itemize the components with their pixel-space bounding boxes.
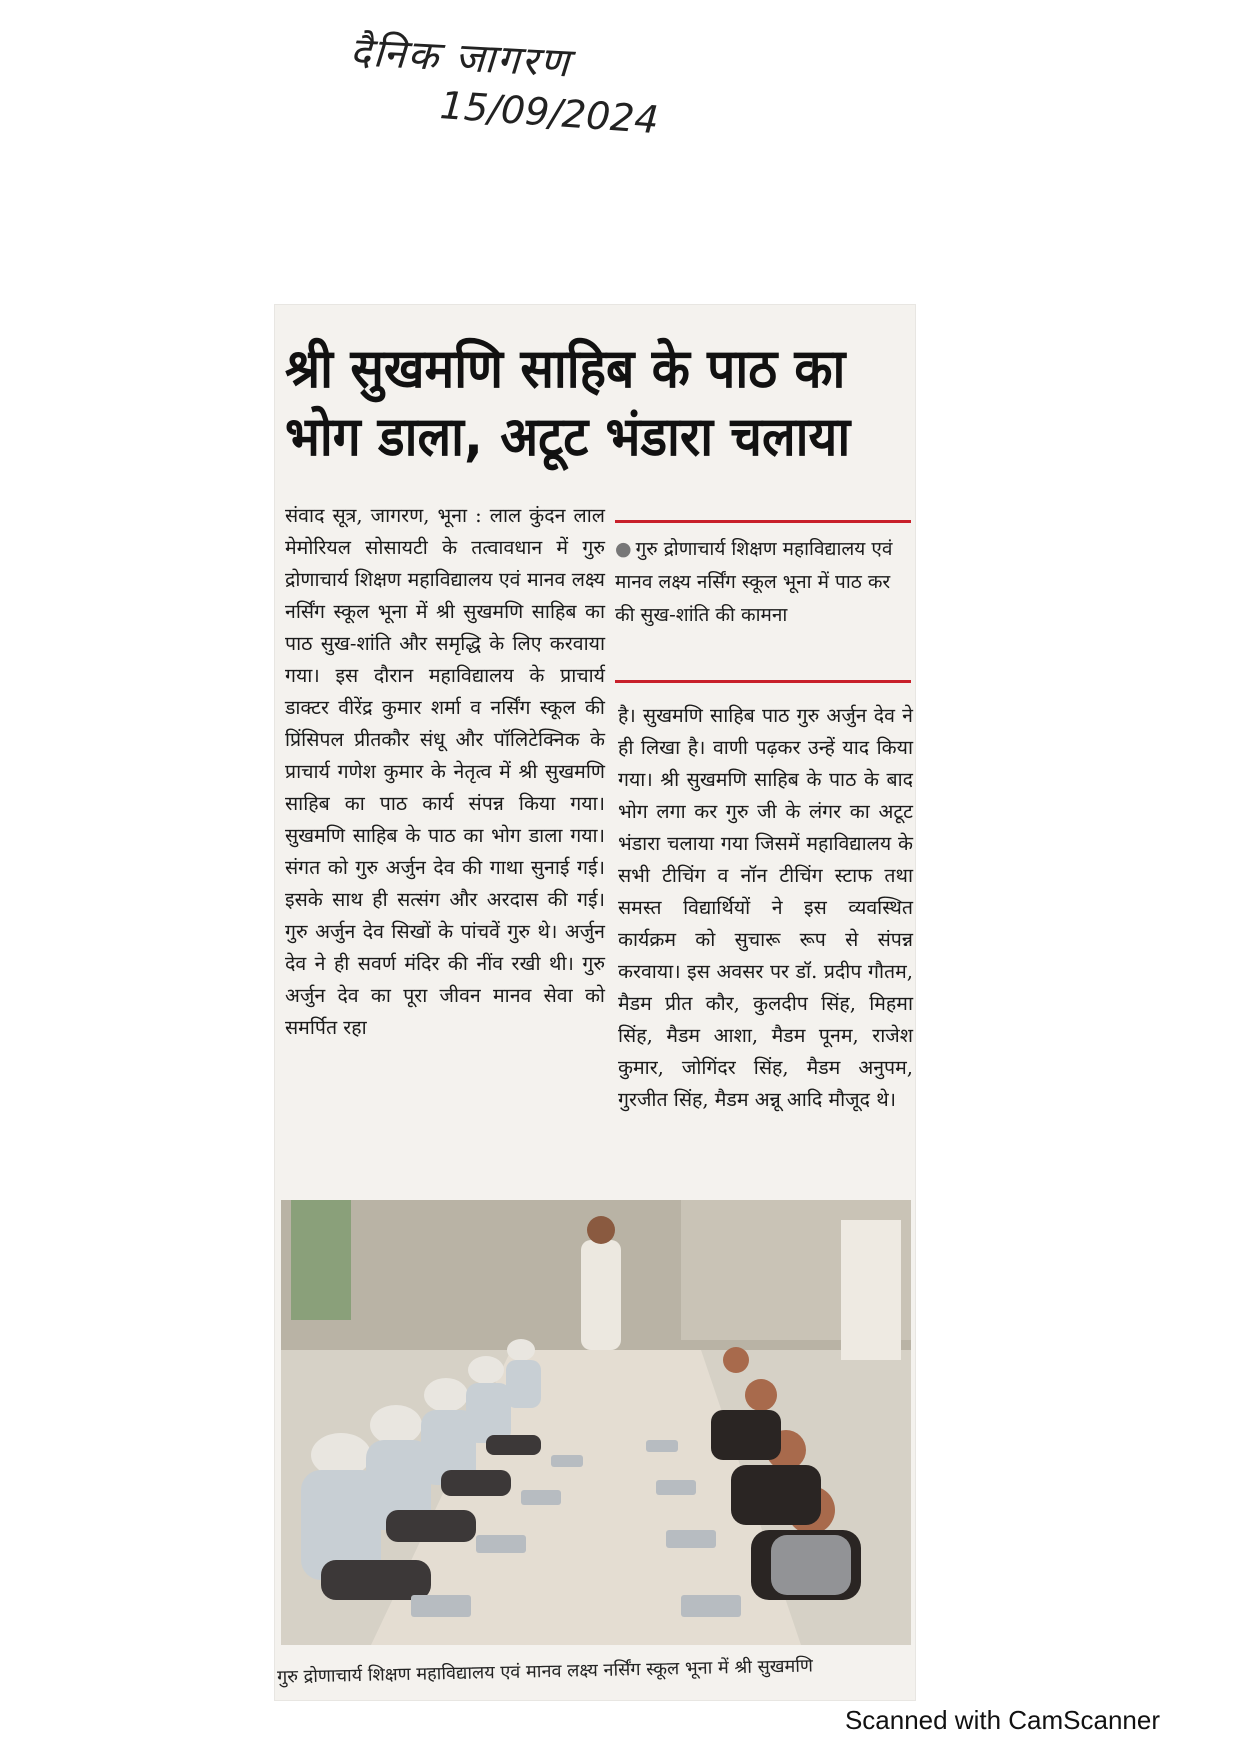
scanner-watermark: Scanned with CamScanner <box>844 1705 1160 1735</box>
handwritten-newspaper-name: दैनिक जागरण <box>348 29 572 87</box>
article-headline: श्री सुखमणि साहिब के पाठ का भोग डाला, अटूट भंडारा चलाया <box>285 337 851 468</box>
article-photo <box>281 1200 911 1645</box>
highlight-top-rule <box>615 520 911 523</box>
article-body-left: संवाद सूत्र, जागरण, भूना : लाल कुंदन लाल मेमोरियल सोसायटी के तत्वावधान में गुरु द्रोणाचार्य शिक्षण महाविद्यालय एवं मानव लक्ष्य नर्सिंग स्कूल भूना में श्री सुखमणि साहिब का पाठ सुख-शांति और समृद्धि के लिए करवाया गया। इस दौरान महाविद्यालय के प्राचार्य डाक्टर वीरेंद्र कुमार शर्मा व नर्सिंग स्कूल की प्रिंसिपल प्रीतकौर संधू और पॉलिटेक्निक के प्राचार्य गणेश कुमार के नेतृत्व में श्री सुखमणि साहिब का पाठ कार्य संपन्न किया गया। सुखमणि साहिब के पाठ का भोग डाला गया। संगत को गुरु अर्जुन देव की गाथा सुनाई गई। इसके साथ ही सत्संग और अरदास की गई। गुरु अर्जुन देव सिखों के पांचवें गुरु थे। अर्जुन देव ने ही सवर्ण मंदिर की नींव रखी थी। गुरु अर्जुन देव का पूरा जीवन मानव सेवा को समर्पित रहा <box>285 504 605 1039</box>
newspaper-clipping <box>275 305 915 1700</box>
handwritten-date: 15/09/2024 <box>438 83 661 143</box>
article-highlight <box>615 533 911 632</box>
highlight-text: गुरु द्रोणाचार्य शिक्षण महाविद्यालय एवं मानव लक्ष्य नर्सिंग स्कूल भूना में पाठ कर की सुख-शांति की कामना <box>615 538 893 626</box>
bullet-icon: ● <box>615 538 632 560</box>
photo-caption: गुरु द्रोणाचार्य शिक्षण महाविद्यालय एवं मानव लक्ष्य नर्सिंग स्कूल भूना में श्री सुखमणि <box>276 1655 814 1688</box>
article-body-right: है। सुखमणि साहिब पाठ गुरु अर्जुन देव ने ही लिखा है। वाणी पढ़कर उन्हें याद किया गया। श्री सुखमणि साहिब के पाठ के बाद भोग लगा कर गुरु जी के लंगर का अटूट भंडारा चलाया गया जिसमें महाविद्यालय के सभी टीचिंग व नॉन टीचिंग स्टाफ तथा समस्त विद्यार्थियों ने इस व्यवस्थित कार्यक्रम को सुचारू रूप से संपन्न करवाया। इस अवसर पर डॉ. प्रदीप गौतम, मैडम प्रीत कौर, कुलदीप सिंह, मिहमा सिंह, मैडम आशा, मैडम पूनम, राजेश कुमार, जोगिंदर सिंह, मैडम अनुपम, गुरजीत सिंह, मैडम अन्नू आदि मौजूद थे। <box>618 704 913 1111</box>
langar-photo-image <box>281 1200 911 1645</box>
handwritten-note <box>348 22 770 143</box>
highlight-bottom-rule <box>615 680 911 683</box>
